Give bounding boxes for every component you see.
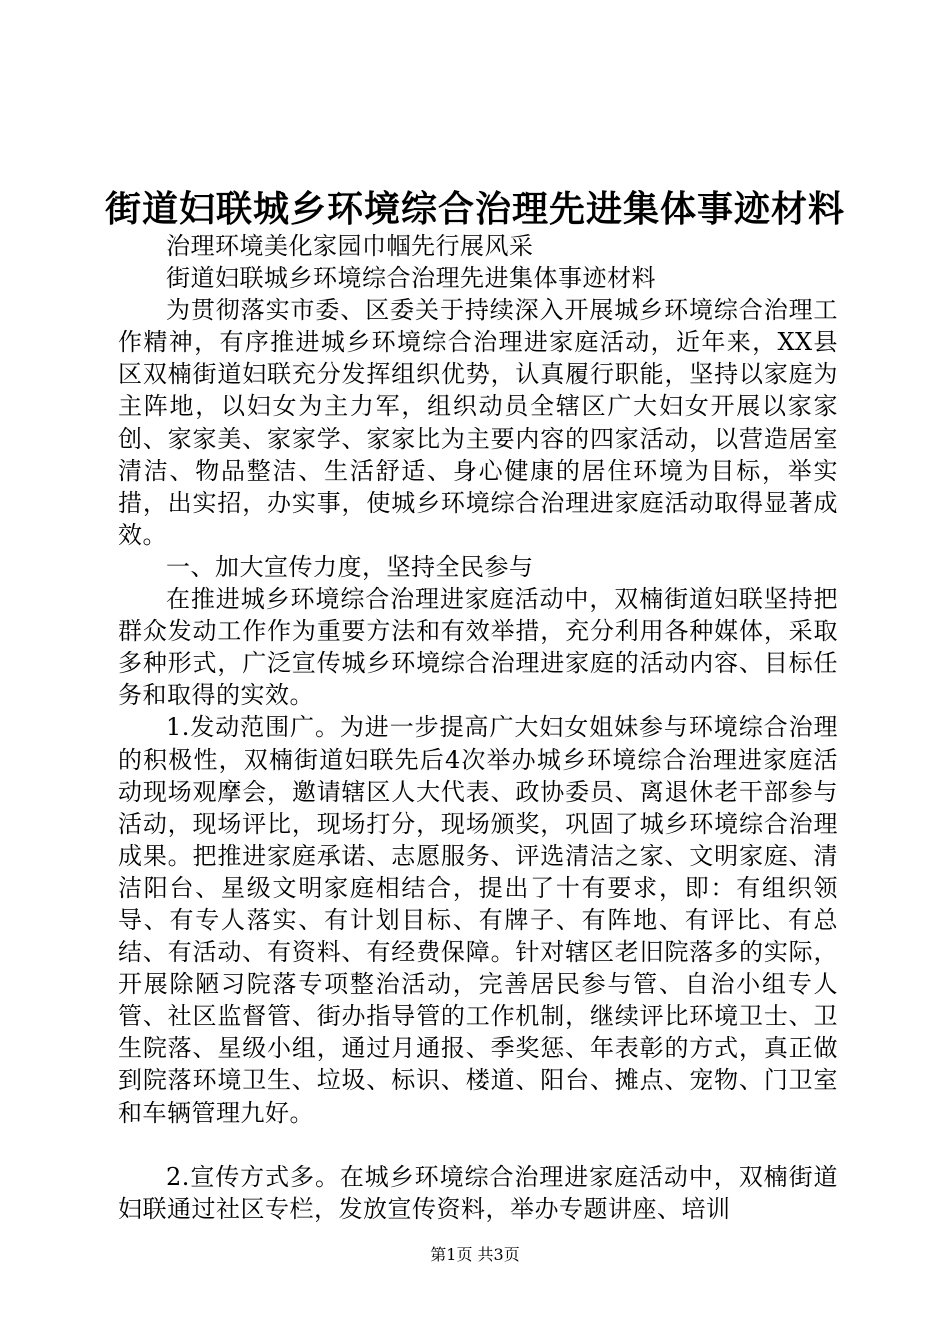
- section-heading-1: 一、加大宣传力度，坚持全民参与: [166, 552, 534, 581]
- subtitle-slogan: 治理环境美化家园巾帼先行展风采: [166, 232, 534, 260]
- paragraph-item-1: 1.发动范围广。为进一步提高广大妇女姐妹参与环境综合治理的积极性，双楠街道妇联先后4次举办城乡环境综合治理进家庭活动现场观摩会，邀请辖区人大代表、政协委员、离退休老干部参与活动，现场评比，现场打分，现场颁奖，巩固了城乡环境综合治理成果。把推进家庭承诺、志愿服务、评选清洁之家、文明家庭、清洁阳台、星级文明家庭相结合，提出了十有要求，即：有组织领导、有专人落实、有计划目标、有牌子、有阵地、有评比、有总结、有活动、有资料、有经费保障。针对辖区老旧院落多的实际，开展除陋习院落专项整治活动，完善居民参与管、自治小组专人管、社区监督管、街办指导管的工作机制，继续评比环境卫士、卫生院落、星级小组，通过月通报、季奖惩、年表彰的方式，真正做到院落环境卫生、垃圾、标识、楼道、阳台、摊点、宠物、门卫室和车辆管理九好。: [118, 713, 838, 1127]
- document-body: [118, 230, 838, 1225]
- paragraph-item-2: 2.宣传方式多。在城乡环境综合治理进家庭活动中，双楠街道妇联通过社区专栏，发放宣传资料，举办专题讲座、培训: [118, 1162, 838, 1223]
- paragraph-intro: 为贯彻落实市委、区委关于持续深入开展城乡环境综合治理工作精神，有序推进城乡环境综合治理进家庭活动，近年来，XX县区双楠街道妇联充分发挥组织优势，认真履行职能，坚持以家庭为主阵地，以妇女为主力军，组织动员全辖区广大妇女开展以家家创、家家美、家家学、家家比为主要内容的四家活动，以营造居室清洁、物品整洁、生活舒适、身心健康的居住环境为目标，举实措，出实招，办实事，使城乡环境综合治理进家庭活动取得显著成效。: [118, 296, 838, 549]
- document-title: 街道妇联城乡环境综合治理先进集体事迹材料: [104, 188, 845, 230]
- subtitle-repeat-title: 街道妇联城乡环境综合治理先进集体事迹材料: [166, 264, 656, 293]
- paragraph-gap: [118, 1129, 838, 1161]
- page-number-footer: 第1页 共3页: [430, 1245, 520, 1264]
- paragraph-section-1-intro: 在推进城乡环境综合治理进家庭活动中，双楠街道妇联坚持把群众发动工作作为重要方法和有效举措，充分利用各种媒体，采取多种形式，广泛宣传城乡环境综合治理进家庭的活动内容、目标任务和取得的实效。: [118, 585, 838, 710]
